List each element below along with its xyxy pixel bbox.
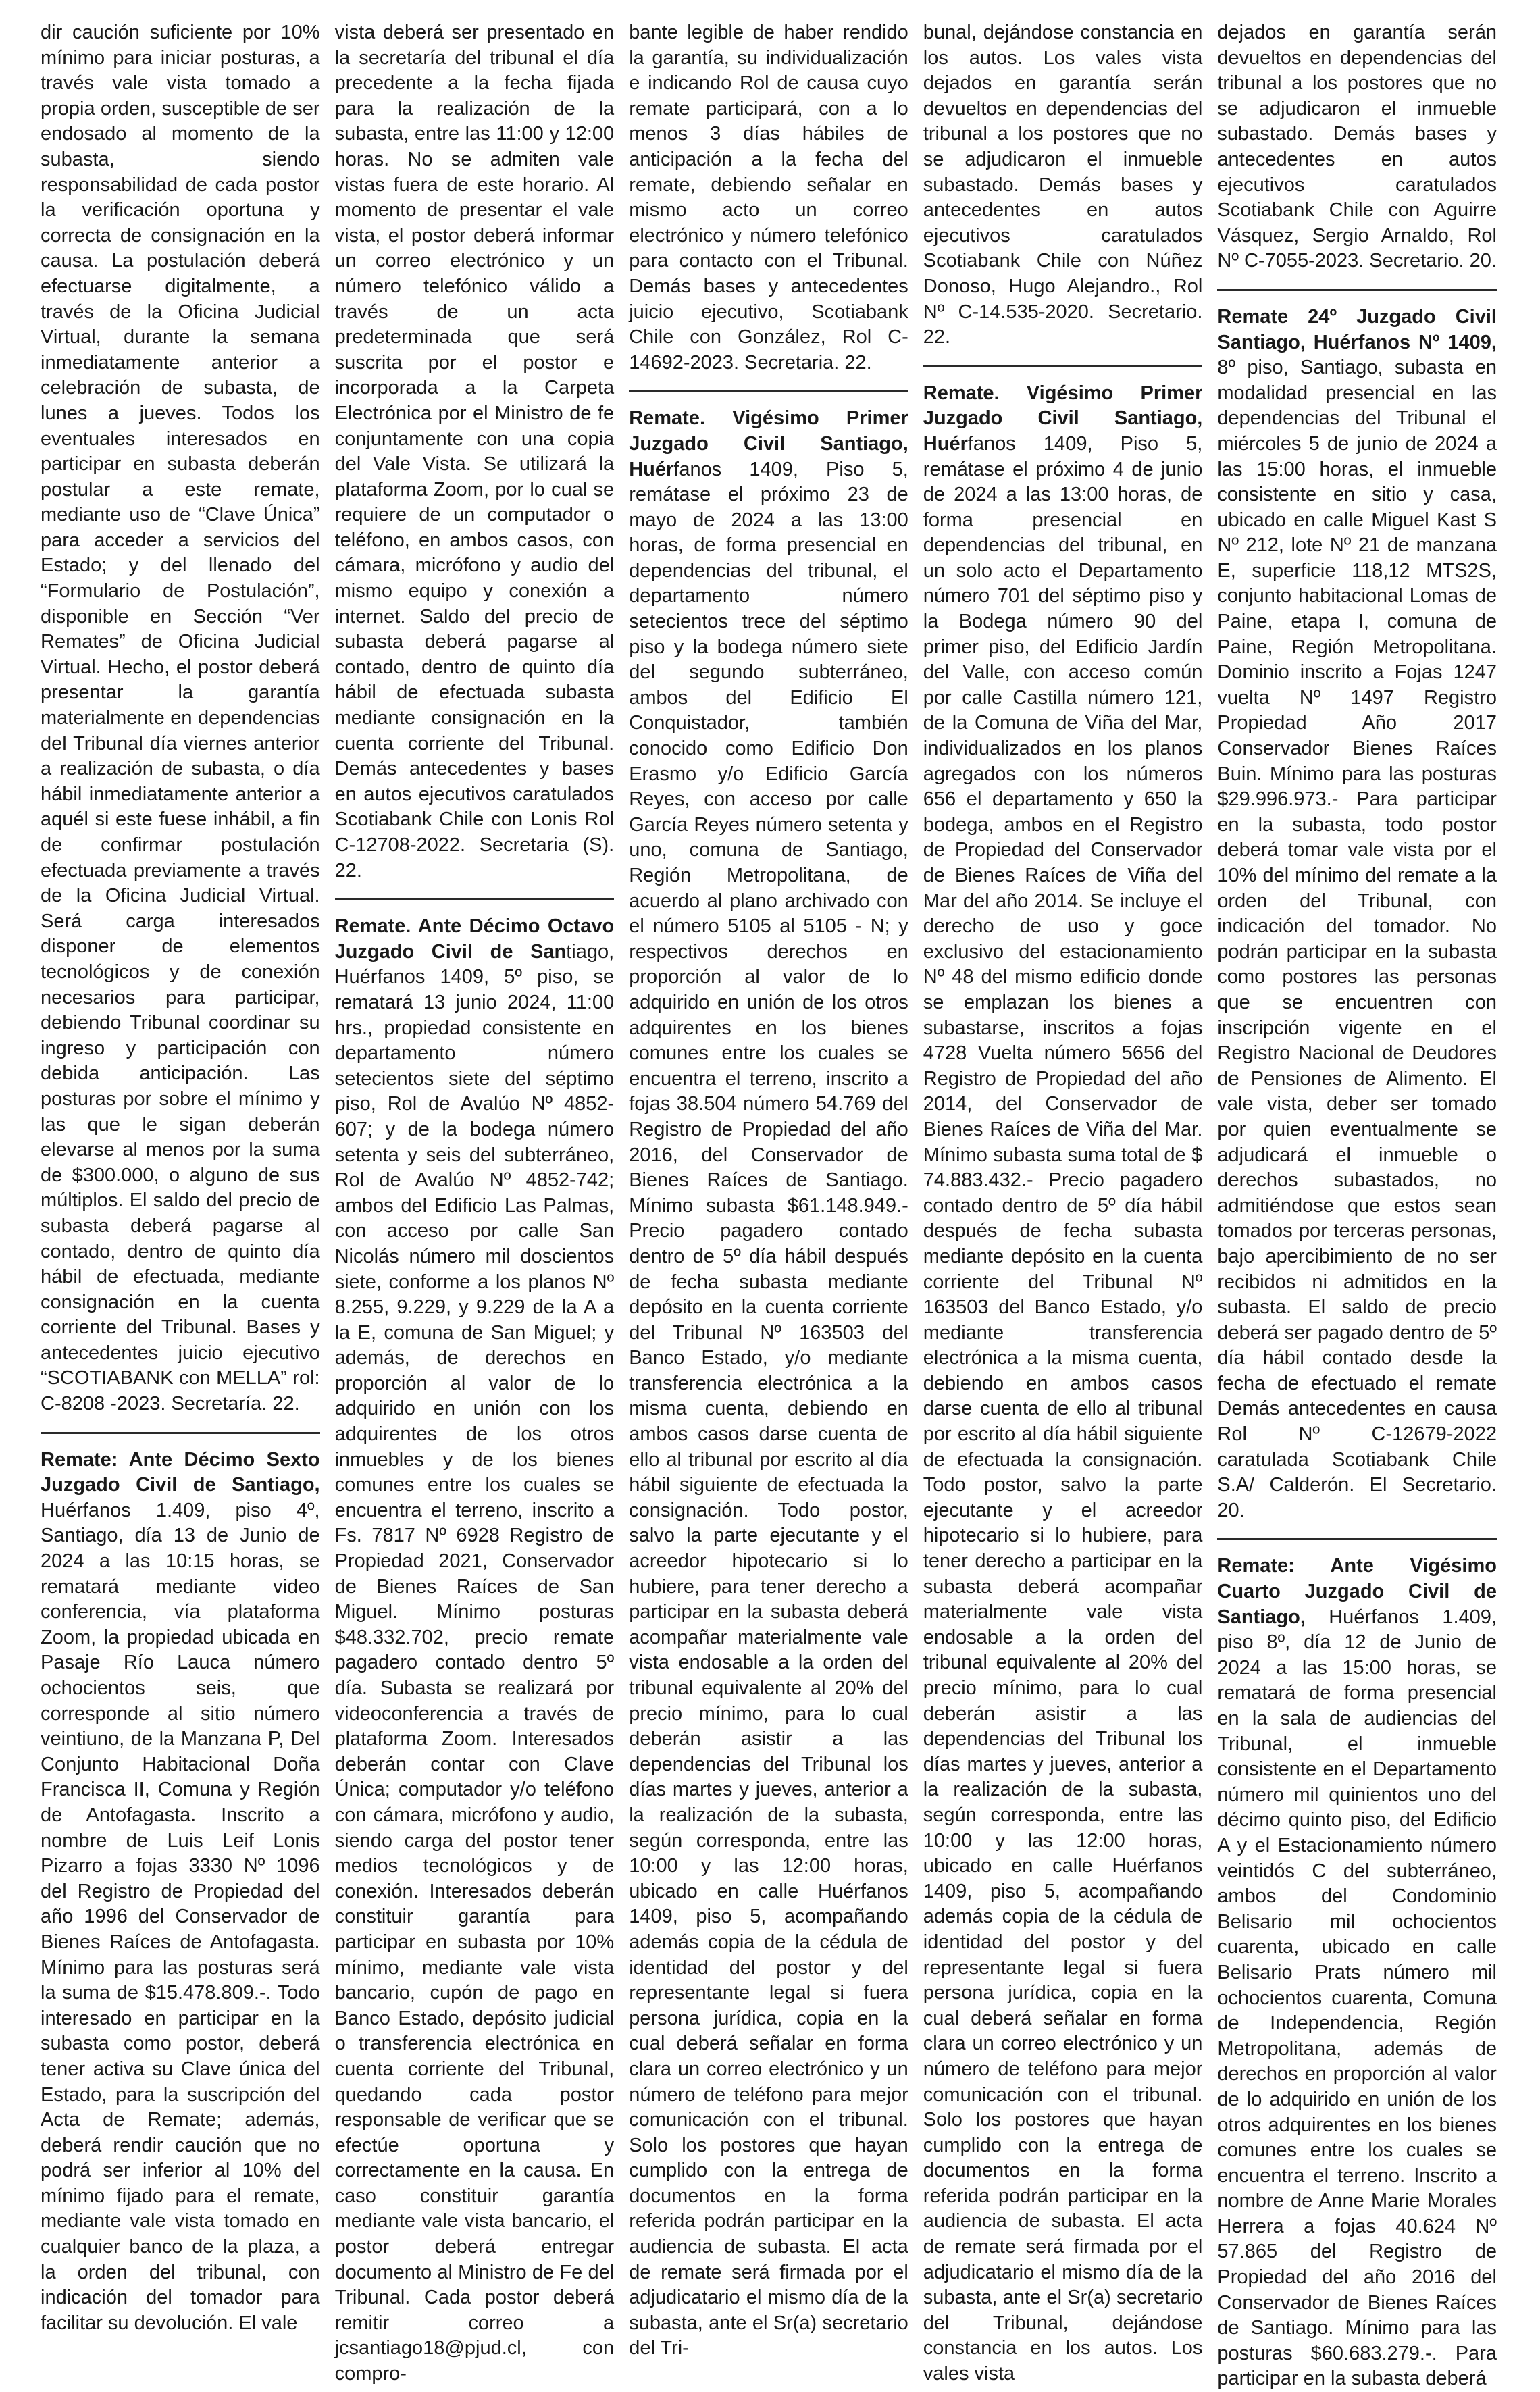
notice-body: tiago, Huérfanos 1409, 5º piso, se rematará 13 junio 2024, 11:00 hrs., propiedad consistente en departamento número setecientos siete del séptimo piso, Rol de Avalúo Nº 4852-607; y de la bodega número setenta y seis del subterráneo, Rol de Avalúo Nº 4852-742; ambos del Edificio Las Palmas, con acceso por calle San Nicolás número mil doscientos siete, conforme a los planos Nº 8.255, 9.229, y 9.229 de la A a la E, comuna de San Miguel; y además, de derechos en proporción al valor de lo adquirido en unión con los adquirentes de los otros inmuebles y de los bienes comunes entre los cuales se encuentra el terreno, inscrito a Fs. 7817 Nº 6928 Registro de Propiedad 2021, Conservador de Bienes Raíces de San Miguel. Mínimo posturas $48.332.702, precio remate pagadero contado dentro 5º día. Subasta se realizará por videoconferencia a través de plataforma Zoom. Interesados deberán contar con Clave Única; computador y/o teléfono con cámara, micrófono y audio, siendo carga del postor tener medios tecnológicos y de conexión. Interesados deberán constituir garantía para participar en subasta por 10% mínimo, mediante vale vista bancario, cupón de pago en Banco Estado, depósito judicial o transferencia electrónica en cuenta corriente del Tribunal, quedando cada postor responsable de verificar que se efectúe oportuna y correctamente en la causa. En caso constituir garantía mediante vale vista bancario, el postor deberá entregar documento al Ministro de Fe del Tribunal. Cada postor deberá remitir correo a jcsantiago18@pjud.cl, con compro- [334,940,615,2385]
notice-text [923,381,1203,2387]
notice-text [629,406,908,2362]
notice-heading: Remate: Ante Vigésimo Cuarto Juzgado Civil de Santiago, [1217,1555,1497,1628]
column-1 [41,20,320,2334]
notice-body: Huérfanos 1.409, piso 4º, Santiago, día 13 de Junio de 2024 a las 10:15 horas, se rematará mediante video conferencia, vía plataforma Zoom, la propiedad ubicada en Pasaje Río Lauca número ochocientos seis, que corresponde al sitio número veintiuno, de la Manzana P, Del Conjunto Habitacional Doña Francisca II, Comuna y Región de Antofagasta. Inscrito a nombre de Luis Leif Lonis Pizarro a fojas 3330 Nº 1096 del Registro de Propiedad del año 1996 del Conservador de Bienes Raíces de Antofagasta. Mínimo para las posturas será la suma de $15.478.809.-. Todo interesado en participar en la subasta como postor, deberá tener activa su Clave única del Estado, para la suscripción del Acta de Remate; además, deberá rendir caución que no podrá ser inferior al 10% del mínimo fijado para el remate, mediante vale vista tomado en cualquier banco de la plaza, a la orden del tribunal, con indicación del tomador para facilitar su devolución. El vale [41,1499,320,2334]
notice-body: bunal, dejándose constancia en los autos. Los vales vista dejados en garantía serán devueltos en dependencias del tribunal a los postores que no se adjudicaron el inmueble subastado. Demás bases y antecedentes en autos ejecutivos caratulados Scotiabank Chile con Núñez Donoso, Hugo Alejandro., Rol Nº C-14.535-2020. Secretario. 22. [923,22,1203,349]
notice-heading: Remate. Ante Décimo Octavo Juzgado Civil de San [334,915,615,963]
notice-text [1217,20,1497,274]
notice-text [41,20,320,1417]
notice-body: 8º piso, Santiago, subasta en modalidad presencial en las dependencias del Tribunal el miércoles 5 de junio de 2024 a las 15:00 horas, el inmueble consistente en sitio y casa, ubicado en calle Miguel Kast S Nº 212, lote Nº 21 de manzana E, superficie 118,12 MTS2S, conjunto habitacional Lomas de Paine, etapa I, comuna de Paine, Región Metropolitana. Dominio inscrito a Fojas 1247 vuelta Nº 1497 Registro Propiedad Año 2017 Conservador Bienes Raíces Buin. Mínimo para las posturas $29.996.973.- Para participar en la subasta, todo postor deberá tomar vale vista por el 10% del mínimo del remate a la orden del Tribunal, con indicación del tomador. No podrán participar en la subasta como postores las personas que se encuentren con inscripción vigente en el Registro Nacional de Deudores de Pensiones de Alimento. El vale vista, deber ser tomado por quien eventualmente se adjudicará el inmueble o derechos subastados, no admitiéndose que estos sean tomados por terceras personas, bajo apercibimiento de no ser recibidos ni admitidos en la subasta. El saldo de precio deberá ser pagado dentro de 5º día hábil contado desde la fecha de efectuado el remate Demás antecedentes en causa Rol Nº C-12679-2022 caratulada Scotiabank Chile S.A/ Calderón. El Secretario. 20. [1217,357,1497,1521]
notice-body: vista deberá ser presentado en la secretaría del tribunal el día precedente a la fecha fijada para la realización de la subasta, entre las 11:00 y 12:00 horas. No se admiten vale vistas fuera de este horario. Al momento de presentar el vale vista, el postor deberá informar un correo electrónico y un número telefónico válido a través de un acta predeterminada que será suscrita por el postor e incorporada a la Carpeta Electrónica por el Ministro de fe conjuntamente con una copia del Vale Vista. Se utilizará la plataforma Zoom, por lo cual se requiere de un computador o teléfono, en ambos casos, con cámara, micrófono y audio del mismo equipo y conexión a internet. Saldo del precio de subasta deberá pagarse al contado, dentro de quinto día hábil de efectuada subasta mediante consignación en la cuenta corriente del Tribunal. Demás antecedentes y bases en autos ejecutivos caratulados Scotiabank Chile con Lonis Rol C-12708-2022. Secretaria (S). 22. [334,22,615,882]
column-3 [629,20,908,2360]
column-5 [1217,20,1497,2390]
notice-text [1217,305,1497,1524]
notice [1217,289,1497,1524]
notice [923,365,1203,2387]
notice-heading: Remate: Ante Décimo Sexto Juzgado Civil de Santiago, [41,1448,320,1496]
notice-body: bante legible de haber rendido la garantía, su individualización e indicando Rol de causa cuyo remate participará, con a lo menos 3 días hábiles de anticipación a la fecha del remate, debiendo señalar en mismo acto un correo electrónico y número telefónico para contacto con el Tribunal. Demás bases y antecedentes juicio ejecutivo, Scotiabank Chile con González, Rol C-14692-2023. Secretaria. 22. [629,22,908,374]
notice-heading: Remate 24º Juzgado Civil Santiago, Huérfanos Nº 1409, [1217,305,1497,353]
notice [1217,1538,1497,2392]
notice-body: Huérfanos 1.409, piso 8º, día 12 de Junio de 2024 a las 15:00 horas, se rematará de forma presencial en la sala de audiencias del Tribunal, el inmueble consistente en el Departamento número mil quinientos uno del décimo quinto piso, del Edificio A y el Estacionamiento número veintidós C del subterráneo, ambos del Condominio Belisario mil ochocientos cuarenta, ubicado en calle Belisario Prats número mil ochocientos cuarenta, Comuna de Independencia, Región Metropolitana, además de derechos en proporción al valor de lo adquirido en unión de los otros adquirentes en los bienes comunes entre los cuales se encuentra el terreno. Inscrito a nombre de Anne Marie Morales Herrera a fojas 40.624 Nº 57.865 del Registro de Propiedad del año 2016 del Conservador de Bienes Raíces de Santiago. Mínimo para las posturas $60.683.279.-. Para participar en la subasta deberá [1217,1606,1497,2390]
notice-heading: Remate. Vigésimo Primer Juzgado Civil Santiago, Huér [629,407,908,480]
notice-text [335,914,615,2387]
notice-continuation [335,20,615,884]
notice-continuation [629,20,908,376]
notice-body: fanos 1409, Piso 5, remátase el próximo 23 de mayo de 2024 a las 13:00 horas, de forma presencial en dependencias del tribunal, el departamento número setecientos trece del séptimo piso y la bodega número siete del segundo subterráneo, ambos del Edificio El Conquistador, también conocido como Edificio Don Erasmo y/o Edificio García Reyes, con acceso por calle García Reyes número setenta y uno, comuna de Santiago, Región Metropolitana, de acuerdo al plano archivado con el número 5105 al 5105 - N; y respectivos derechos en proporción al valor de lo adquirido en unión de los otros adquirentes en los bienes comunes entre los cuales se encuentra el terreno, inscrito a fojas 38.504 número 54.769 del Registro de Propiedad del año 2016, del Conservador de Bienes Raíces de Santiago. Mínimo subasta $61.148.949.- Precio pagadero contado dentro de 5º día hábil después de fecha subasta mediante depósito en la cuenta corriente del Tribunal Nº 163503 del Banco Estado, y/o mediante transferencia electrónica a la misma cuenta, debiendo en ambos casos darse cuenta de ello al tribunal por escrito al día hábil siguiente de efectuada la consignación. Todo postor, salvo la parte ejecutante y el acreedor hipotecario si lo hubiere, para tener derecho a participar en la subasta deberá acompañar materialmente vale vista endosable a la orden del tribunal equivalente al 20% del precio mínimo, para lo cual deberán asistir a las dependencias del Tribunal los días martes y jueves, anterior a la realización de la subasta, según corresponda, entre las 10:00 y las 12:00 horas, ubicado en calle Huérfanos 1409, piso 5, acompañando además copia de la cédula de identidad del postor y del representante legal si fuera persona jurídica, copia en la cual deberá señalar en forma clara un correo electrónico y un número de teléfono para mejor comunicación con el tribunal. Solo los postores que hayan cumplido con la entrega de documentos en la forma referida podrán participar en la audiencia de subasta. El acta de remate será firmada por el adjudicatario el mismo día de la subasta, ante el Sr(a) secretario del Tri- [629,458,908,2360]
column-2 [334,20,615,2385]
notice-body: dir caución suficiente por 10% mínimo para iniciar posturas, a través vale vista tomado a propia orden, susceptible de ser endosado al momento de la subasta, siendo responsabilidad de cada postor la verificación oportuna y correcta de consignación en la causa. La postulación deberá efectuarse digitalmente, a través de la Oficina Judicial Virtual, durante la semana inmediatamente anterior a celebración de subasta, de lunes a jueves. Todos los eventuales interesados en participar en subasta deberán postular a este remate, mediante uso de “Clave Única” para acceder a servicios del Estado; y del llenado del “Formulario de Postulación”, disponible en Sección “Ver Remates” de Oficina Judicial Virtual. Hecho, el postor deberá presentar la garantía materialmente en dependencias del Tribunal día viernes anterior a realización de subasta, o día hábil inmediatamente anterior a aquél si este fuese inhábil, a fin de confirmar postulación efectuada previamente a través de la Oficina Judicial Virtual. Será carga interesados disponer de elementos tecnológicos y de conexión necesarios para participar, debiendo Tribunal coordinar su ingreso y participación con debida anticipación. Las posturas por sobre el mínimo y las que le sigan deberán elevarse al menos por la suma de $300.000, o alguno de sus múltiplos. El saldo del precio de subasta deberá pagarse al contado, dentro de quinto día hábil de efectuada, mediante consignación en la cuenta corriente del Tribunal. Bases y antecedentes juicio ejecutivo “SCOTIABANK con MELLA” rol: C-8208 -2023. Secretaría. 22. [41,22,320,1415]
notice-text [335,20,615,884]
notice-text [923,20,1203,351]
notice [335,898,615,2387]
notice [41,1432,320,2337]
notice-body: fanos 1409, Piso 5, remátase el próximo 4 de junio de 2024 a las 13:00 horas, de forma presencial en dependencias del tribunal, en un solo acto el Departamento número 701 del séptimo piso y la Bodega número 90 del primer piso, del Edificio Jardín del Valle, con acceso común por calle Castilla número 121, de la Comuna de Viña del Mar, individualizados en los planos agregados con los números 656 el departamento y 650 la bodega, ambos en el Registro de Propiedad del Conservador de Bienes Raíces de Viña del Mar del año 2014. Se incluye el derecho de uso y goce exclusivo del estacionamiento Nº 48 del mismo edificio donde se emplazan los bienes a subastarse, inscritos a fojas 4728 Vuelta número 5656 del Registro de Propiedad del año 2014, del Conservador de Bienes Raíces de Viña del Mar. Mínimo subasta suma total de $ 74.883.432.- Precio pagadero contado dentro de 5º día hábil después de fecha subasta mediante depósito en la cuenta corriente del Tribunal Nº 163503 del Banco Estado, y/o mediante transferencia electrónica a la misma cuenta, debiendo en ambos casos darse cuenta de ello al tribunal por escrito al día hábil siguiente de efectuada la consignación. Todo postor, salvo la parte ejecutante y el acreedor hipotecario si lo hubiere, para tener derecho a participar en la subasta deberá acompañar materialmente vale vista endosable a la orden del tribunal equivalente al 20% del precio mínimo, para lo cual deberán asistir a las dependencias del Tribunal los días martes y jueves, anterior a la realización de la subasta, según corresponda, entre las 10:00 y las 12:00 horas, ubicado en calle Huérfanos 1409, piso 5, acompañando además copia de la cédula de identidad del postor y del representante legal si fuera persona jurídica, copia en la cual deberá señalar en forma clara un correo electrónico y un número de teléfono para mejor comunicación con el tribunal. Solo los postores que hayan cumplido con la entrega de documentos en la forma referida podrán participar en la audiencia de subasta. El acta de remate será firmada por el adjudicatario el mismo día de la subasta, ante el Sr(a) secretario del Tribunal, dejándose constancia en los autos. Los vales vista [923,432,1203,2385]
notice-text [629,20,908,376]
notice-body: dejados en garantía serán devueltos en dependencias del tribunal a los postores que no se adjudicaron el inmueble subastado. Demás bases y antecedentes en autos ejecutivos caratulados Scotiabank Chile con Aguirre Vásquez, Sergio Arnaldo, Rol Nº C-7055-2023. Secretario. 20. [1217,22,1497,272]
notice-continuation [1217,20,1497,274]
column-4 [923,20,1203,2385]
notice-heading: Remate. Vigésimo Primer Juzgado Civil Santiago, Huér [923,382,1203,455]
notice-text [1217,1554,1497,2392]
notice-continuation [923,20,1203,351]
notice [629,390,908,2362]
notice-continuation [41,20,320,1417]
notice-text [41,1448,320,2337]
